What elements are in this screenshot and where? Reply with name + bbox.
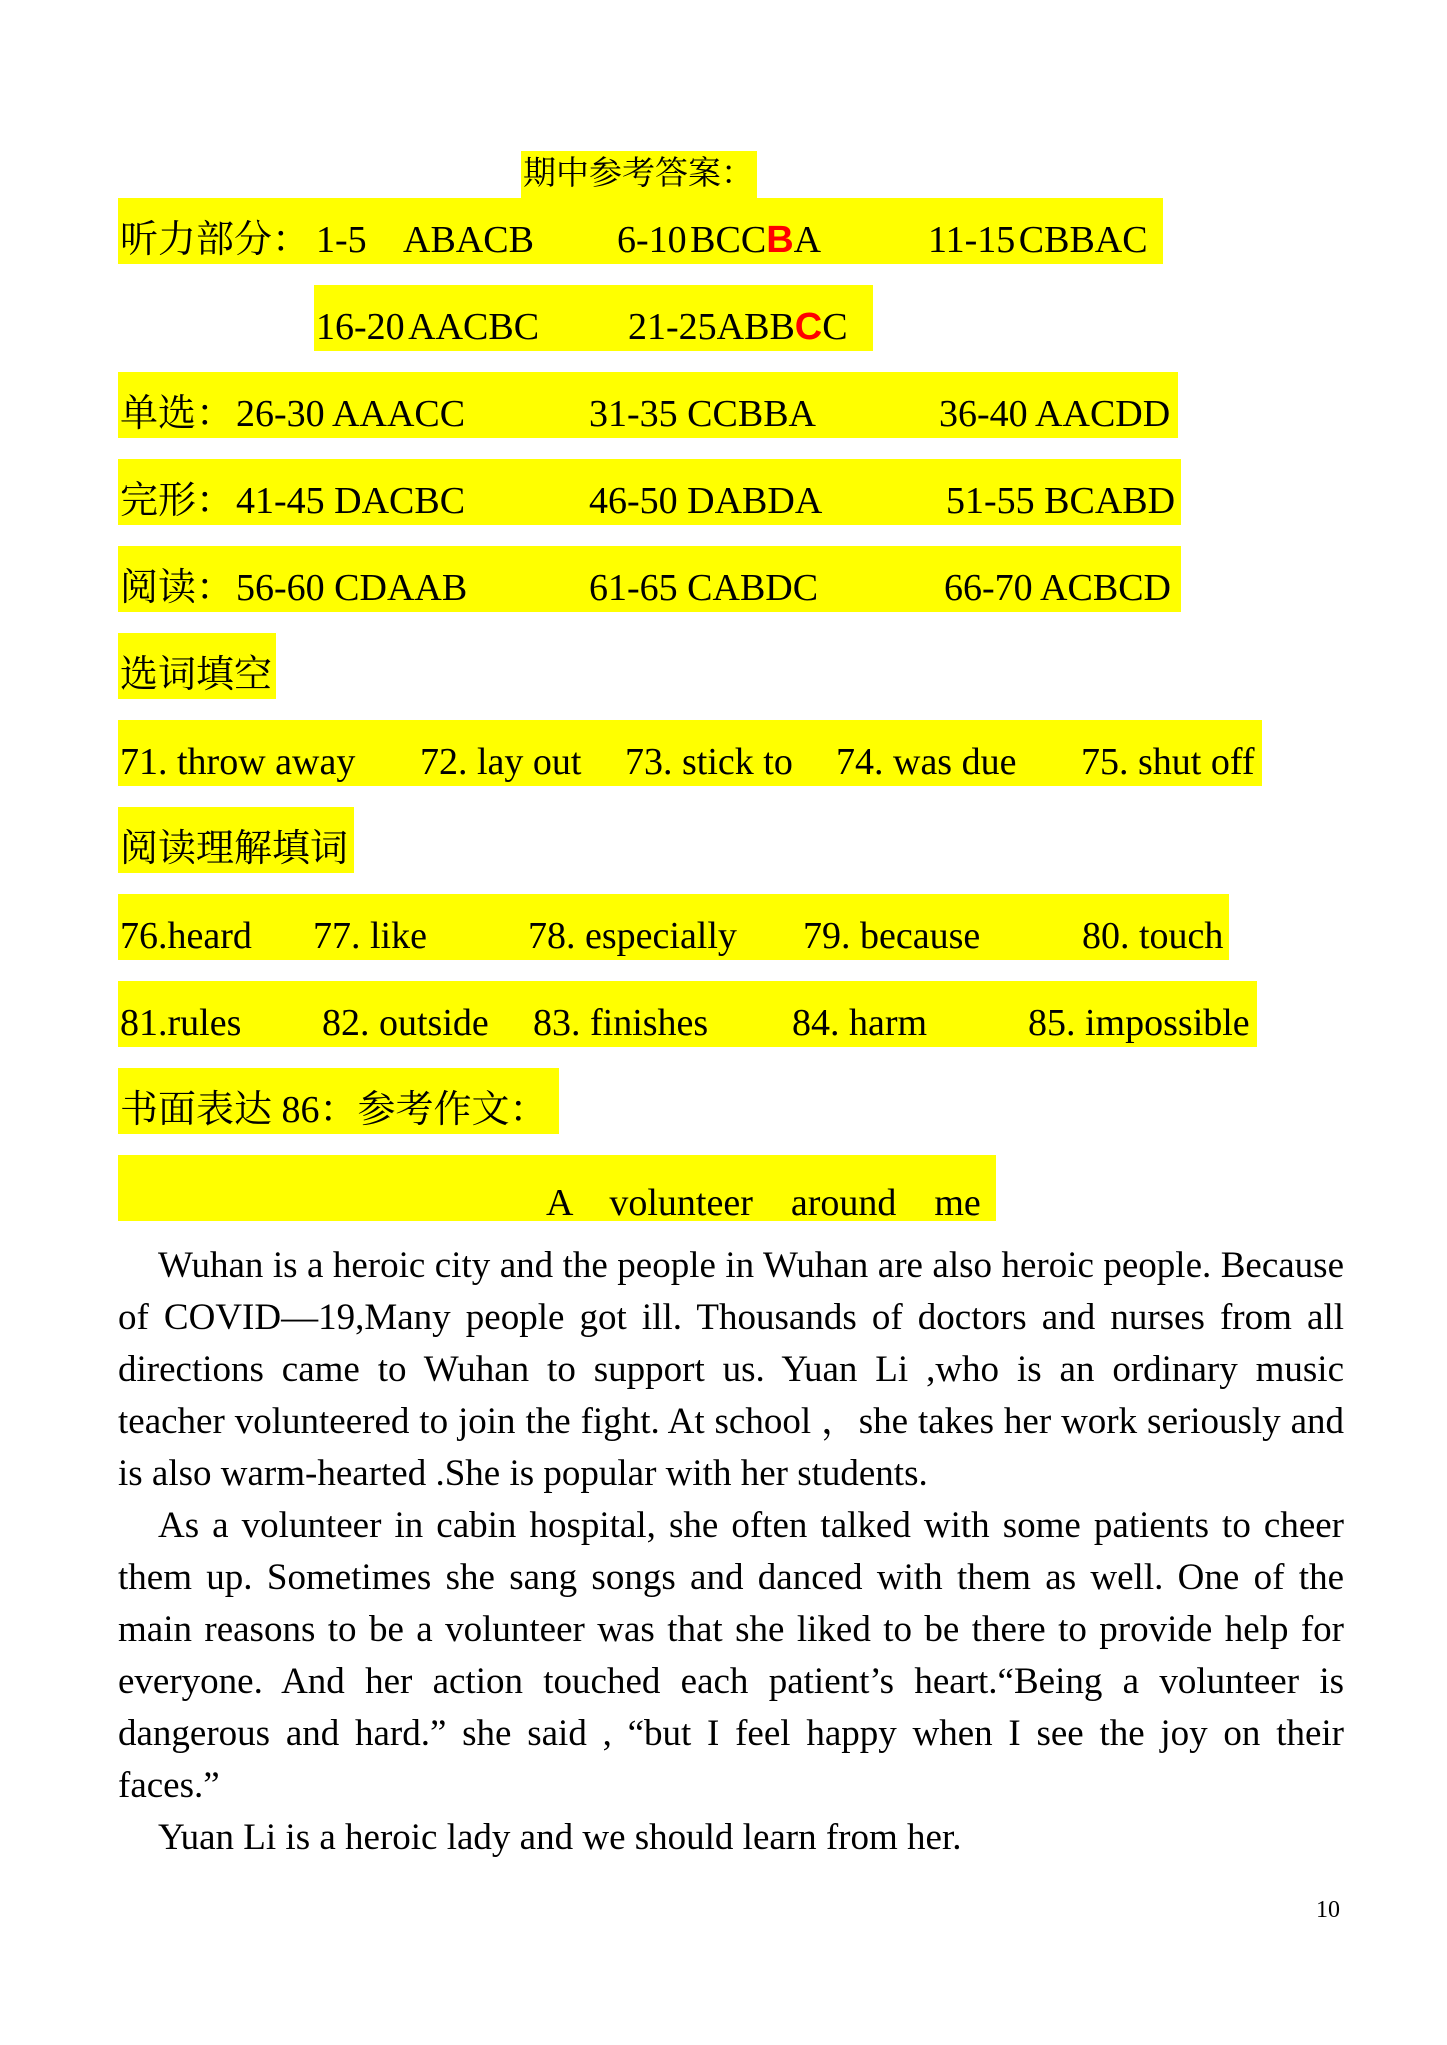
single-choice-group-2: 31-35 CCBBA (589, 393, 816, 435)
listening-range-4: 16-20 (316, 306, 405, 348)
listening-answer-1: ABACB (403, 219, 534, 261)
reading-fill-item-80: 80. touch (1082, 915, 1224, 957)
listening-range-5: 21-25 (628, 306, 717, 348)
reading-group-1: 56-60 CDAAB (236, 567, 468, 609)
reading-group-2: 61-65 CABDC (589, 567, 819, 609)
reading-fill-item-78: 78. especially (528, 915, 737, 957)
reading-group-3: 66-70 ACBCD (944, 567, 1171, 609)
word-fill-item-74: 74. was due (836, 741, 1017, 783)
word-fill-label: 选词填空 (120, 654, 273, 696)
single-choice-group-3: 36-40 AACDD (939, 393, 1171, 435)
essay-paragraph-3: Yuan Li is a heroic lady and we should learn from her. (158, 1817, 962, 1858)
word-fill-item-71: 71. throw away (120, 741, 356, 783)
cloze-group-1: 41-45 DACBC (236, 480, 466, 522)
essay-body (118, 1240, 1344, 1864)
cloze-group-3: 51-55 BCABD (946, 480, 1176, 522)
single-choice-label: 单选： (120, 393, 235, 435)
essay-paragraph-1: Wuhan is a heroic city and the people in Wuhan are also heroic people. Because of COVID—19,Many people got ill. Thousands of doctors and nurses from all directions came to Wuhan to support us. Yuan Li ,who is an ordinary music teacher volunteered to join the fight. At school ，she takes her work seriously and is also warm-hearted .She is popular with her students. (118, 1245, 1344, 1494)
reading-fill-item-79: 79. because (803, 915, 981, 957)
reading-fill-item-81: 81.rules (120, 1002, 242, 1044)
listening-group-2 (617, 218, 821, 262)
listening-answer-2-red: B (766, 219, 794, 261)
reading-fill-item-83: 83. finishes (533, 1002, 709, 1044)
word-fill-item-75: 75. shut off (1081, 741, 1255, 783)
listening-range-2: 6-10 (617, 219, 687, 261)
listening-answer-4: AACBC (408, 306, 540, 348)
reading-fill-item-77: 77. like (313, 915, 427, 957)
essay-paragraph-2: As a volunteer in cabin hospital, she often talked with some patients to cheer them up. Sometimes she sang songs and danced with them as well. One of the main reasons to be a volunteer was that she liked to be there to provide help for everyone. And her action touched each patient’s heart.“Being a volunteer is dangerous and hard.” she said , “but I feel happy when I see the joy on their faces.” (118, 1505, 1344, 1806)
word-fill-item-73: 73. stick to (625, 741, 793, 783)
listening-label: 听力部分： (120, 219, 311, 261)
reading-fill-item-82: 82. outside (322, 1002, 489, 1044)
single-choice-group-1: 26-30 AAACC (236, 393, 466, 435)
reading-fill-label: 阅读理解填词 (120, 828, 349, 870)
reading-fill-item-84: 84. harm (792, 1002, 928, 1044)
writing-label: 书面表达 86：参考作文： (120, 1089, 548, 1131)
cloze-group-2: 46-50 DABDA (589, 480, 823, 522)
listening-answer-3: CBBAC (1018, 219, 1148, 261)
listening-group-5 (628, 305, 848, 349)
word-fill-item-72: 72. lay out (420, 741, 582, 783)
listening-answer-5-post: C (822, 306, 848, 348)
reading-label: 阅读： (120, 567, 235, 609)
page-number: 10 (1316, 1897, 1340, 1923)
listening-answer-5-red: C (794, 306, 823, 348)
listening-group-3 (928, 218, 1148, 262)
cloze-label: 完形： (120, 480, 235, 522)
essay-title: A volunteer around me (546, 1182, 981, 1224)
listening-group-4 (316, 305, 539, 349)
listening-answer-5-pre: ABB (716, 306, 795, 348)
reading-fill-item-85: 85. impossible (1028, 1002, 1250, 1044)
listening-answer-2-post: A (793, 219, 822, 261)
listening-range-1: 1-5 (316, 219, 367, 261)
listening-answer-2-pre: BCC (690, 219, 767, 261)
reading-fill-item-76: 76.heard (120, 915, 252, 957)
page-title: 期中参考答案： (523, 156, 754, 192)
listening-range-3: 11-15 (928, 219, 1016, 261)
